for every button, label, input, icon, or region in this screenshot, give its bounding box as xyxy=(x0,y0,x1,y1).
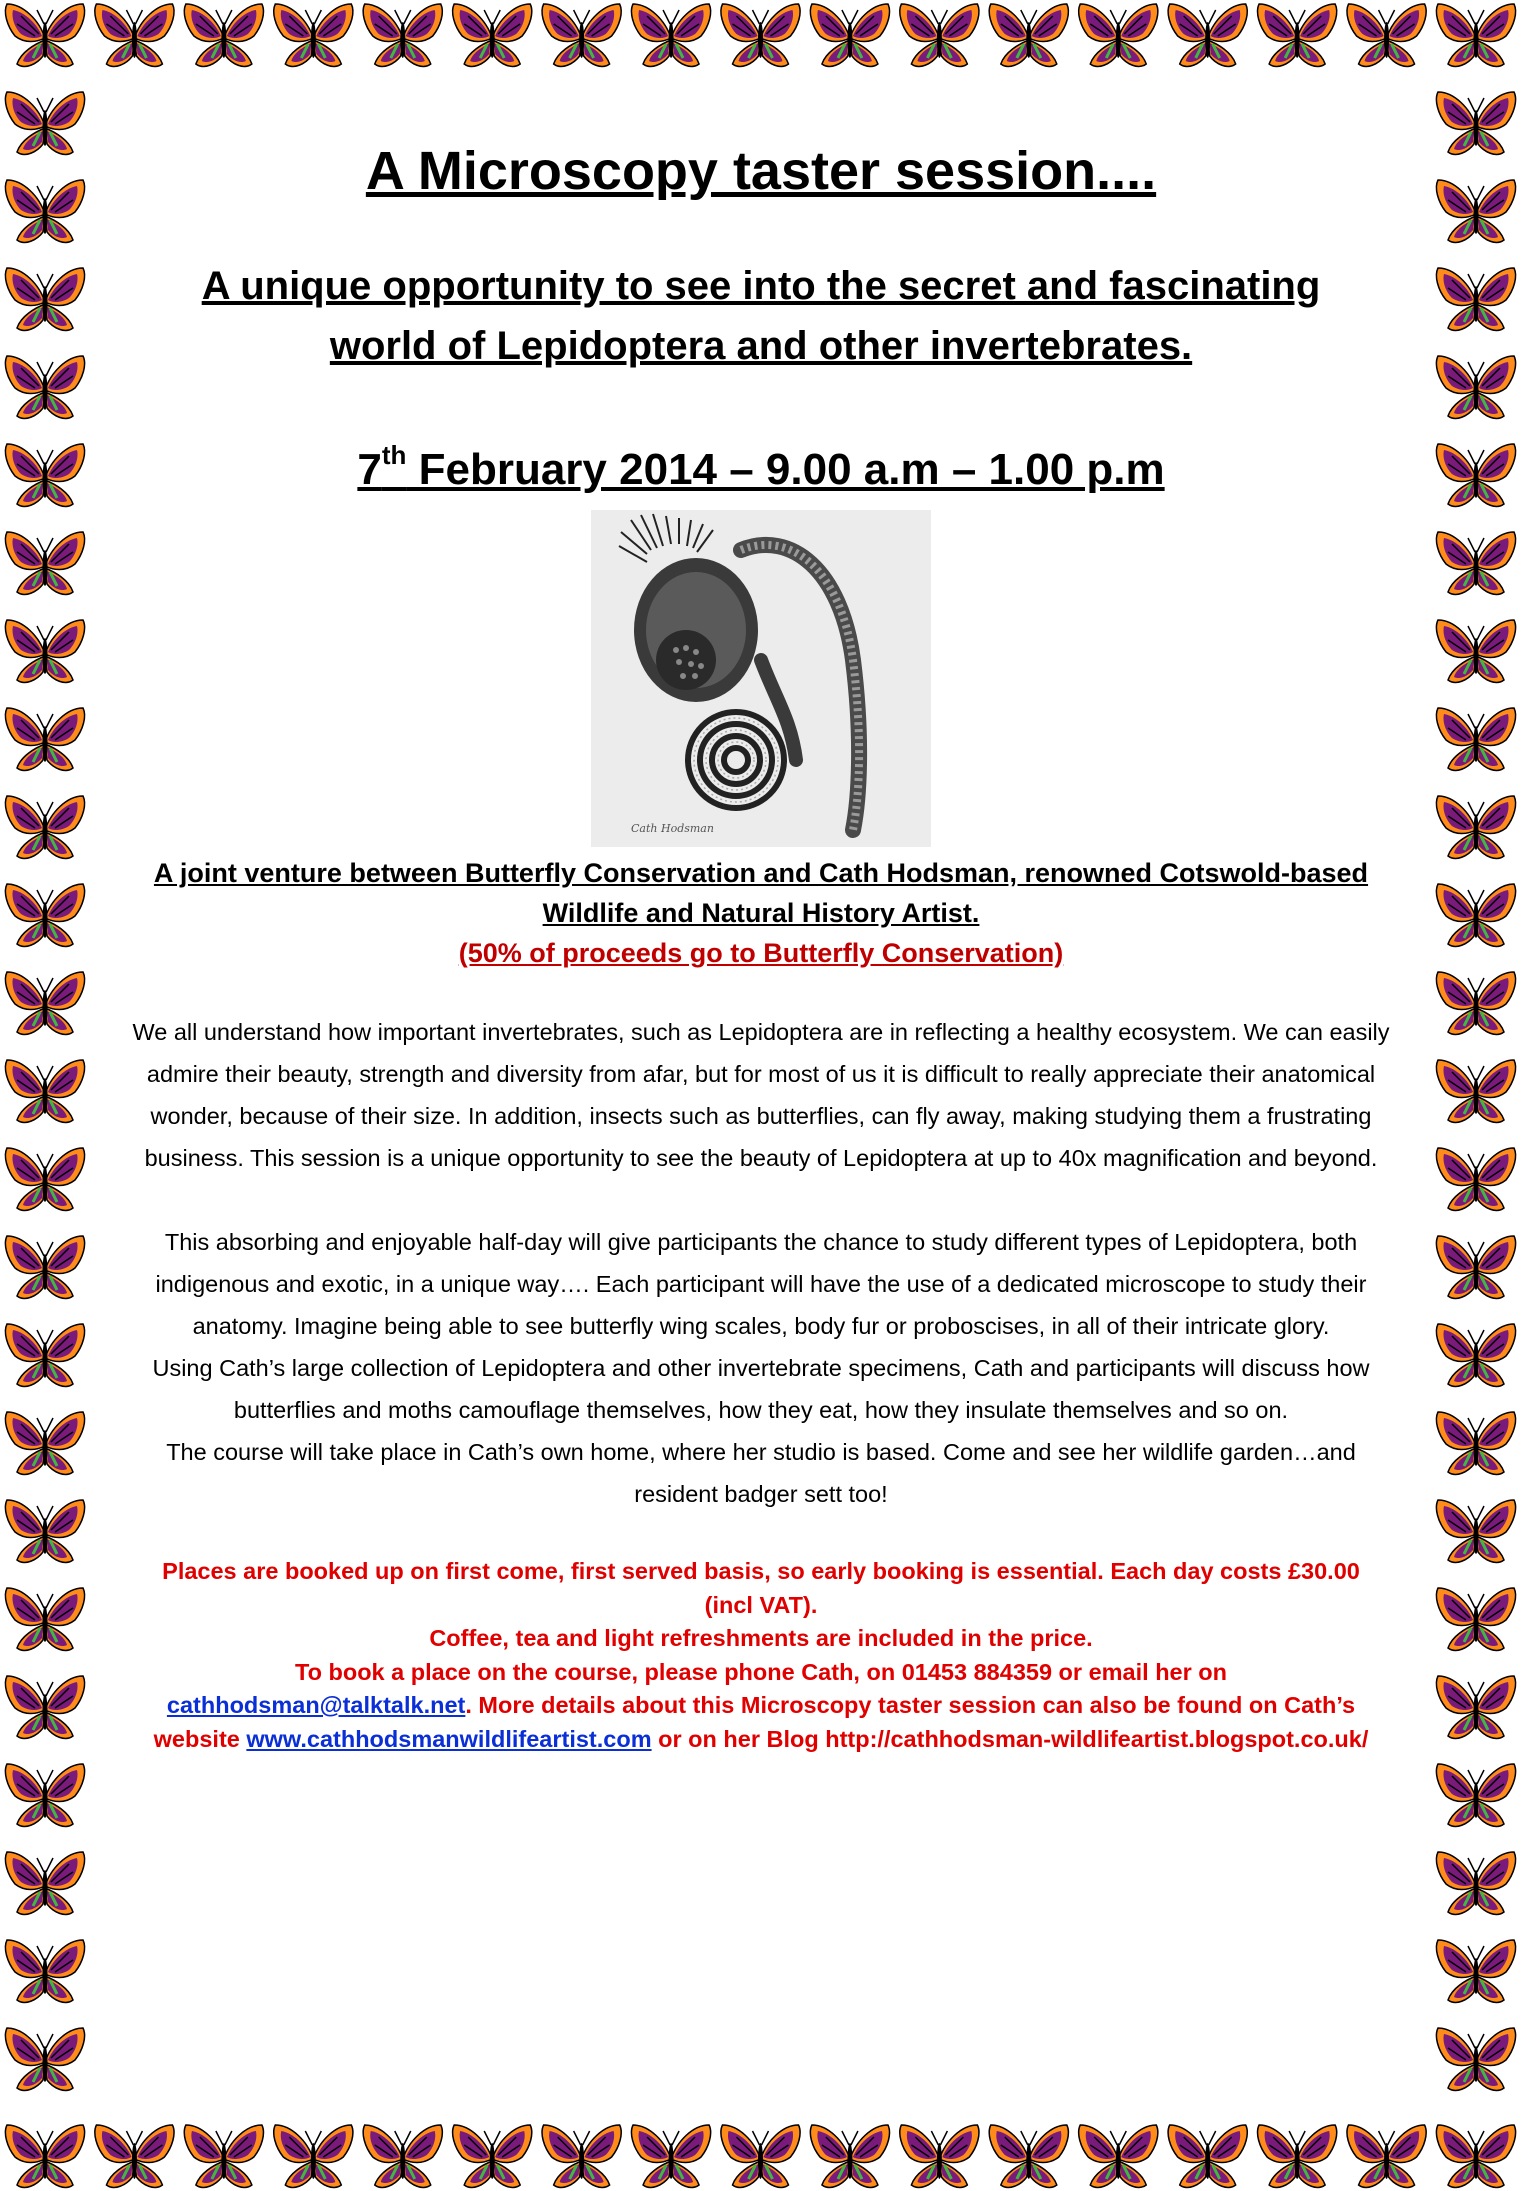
butterfly-icon xyxy=(1168,4,1247,66)
date-day: 7 xyxy=(357,445,382,494)
butterfly-icon xyxy=(5,1676,84,1738)
butterfly-icon xyxy=(5,1500,84,1562)
paragraph-half-day: This absorbing and enjoyable half-day will give participants the chance to study different types of Lepidoptera, both indigenous and exotic, in a unique way…. Each participant will have the use of a dedicated microscope to study their anatomy. Imagine being able to see butterfly wing scales, body fur or proboscises, in all of their intricate glory. xyxy=(155,1229,1367,1339)
butterfly-icon xyxy=(1436,444,1515,506)
description xyxy=(130,1011,1392,1515)
butterfly-icon xyxy=(1436,1148,1515,1210)
butterfly-icon xyxy=(1258,2125,1337,2187)
butterfly-icon xyxy=(900,2125,979,2187)
butterfly-icon xyxy=(274,4,353,66)
butterfly-icon xyxy=(721,4,800,66)
butterfly-icon xyxy=(5,356,84,418)
butterfly-icon xyxy=(1079,2125,1158,2187)
booking-contact-pre: To book a place on the course, please phone Cath, on 01453 884359 or email her on xyxy=(294,1658,1228,1685)
butterfly-icon xyxy=(5,1940,84,2002)
butterfly-icon xyxy=(1436,268,1515,330)
butterfly-icon xyxy=(810,4,889,66)
butterfly-icon xyxy=(631,4,710,66)
butterfly-icon xyxy=(1436,1060,1515,1122)
butterfly-icon xyxy=(989,4,1068,66)
butterfly-icon xyxy=(1258,4,1337,66)
butterfly-icon xyxy=(5,1412,84,1474)
proceeds-note: (50% of proceeds go to Butterfly Conservation) xyxy=(458,938,1064,968)
proboscis-illustration xyxy=(591,510,931,847)
paragraph-location: The course will take place in Cath’s own home, where her studio is based. Come and see her wildlife garden…and resident badger sett too! xyxy=(166,1439,1356,1507)
butterfly-icon xyxy=(989,2125,1068,2187)
butterfly-icon xyxy=(1436,1852,1515,1914)
butterfly-icon xyxy=(5,796,84,858)
butterfly-icon xyxy=(1436,180,1515,242)
butterfly-icon xyxy=(1436,1940,1515,2002)
butterfly-icon xyxy=(542,2125,621,2187)
paragraph-intro: We all understand how important invertebrates, such as Lepidoptera are in reflecting a healthy ecosystem. We can easily admire their beauty, strength and diversity from afar, but for most of us it is difficult to really appreciate their anatomical wonder, because of their size. In addition, insects such as butterflies, can fly away, making studying them a frustrating business. This session is a unique opportunity to see the beauty of Lepidoptera at up to 40x magnification and beyond. xyxy=(132,1019,1390,1171)
butterfly-icon xyxy=(1436,1676,1515,1738)
butterfly-icon xyxy=(5,92,84,154)
butterfly-icon xyxy=(810,2125,889,2187)
email-link[interactable]: cathhodsman@talktalk.net xyxy=(166,1692,466,1718)
joint-venture-text: A joint venture between Butterfly Conservation and Cath Hodsman, renowned Cotswold-based Wildlife and Natural History Artist. xyxy=(153,858,1369,928)
butterfly-icon xyxy=(95,2125,174,2187)
butterfly-icon xyxy=(363,4,442,66)
page-title: A Microscopy taster session.... xyxy=(365,141,1157,201)
butterfly-icon xyxy=(1436,1764,1515,1826)
butterfly-icon xyxy=(1079,4,1158,66)
butterfly-icon xyxy=(1436,796,1515,858)
butterfly-icon xyxy=(1436,1500,1515,1562)
booking-info xyxy=(150,1555,1372,1756)
butterfly-icon xyxy=(1436,2125,1515,2187)
booking-contact-mid: . More details about this Microscopy taster session can also be found on Cath’s website xyxy=(153,1692,1356,1752)
butterfly-icon xyxy=(453,4,532,66)
event-date xyxy=(130,442,1392,498)
butterfly-icon xyxy=(1436,972,1515,1034)
butterfly-icon xyxy=(1436,884,1515,946)
butterfly-icon xyxy=(363,2125,442,2187)
website-link[interactable]: www.cathhodsmanwildlifeartist.com xyxy=(246,1725,652,1752)
butterfly-icon xyxy=(274,2125,353,2187)
paragraph-collection: Using Cath’s large collection of Lepidoptera and other invertebrate specimens, Cath and participants will discuss how butterflies and moths camouflage themselves, how they eat, how they insulate themselves and so on. xyxy=(152,1355,1370,1423)
butterfly-icon xyxy=(1436,1236,1515,1298)
butterfly-icon xyxy=(5,2125,84,2187)
butterfly-icon xyxy=(5,4,84,66)
butterfly-icon xyxy=(1436,92,1515,154)
booking-contact-post: or on her Blog http://cathhodsman-wildlifeartist.blogspot.co.uk/ xyxy=(651,1725,1369,1752)
butterfly-icon xyxy=(900,4,979,66)
butterfly-icon xyxy=(1436,2028,1515,2090)
butterfly-icon xyxy=(184,4,263,66)
butterfly-icon xyxy=(5,972,84,1034)
butterfly-icon xyxy=(1168,2125,1247,2187)
butterfly-icon xyxy=(5,1148,84,1210)
butterfly-icon xyxy=(5,1060,84,1122)
butterfly-icon xyxy=(5,1588,84,1650)
butterfly-icon xyxy=(184,2125,263,2187)
booking-price: Places are booked up on first come, first served basis, so early booking is essential. Each day costs £30.00 (incl VAT). xyxy=(162,1558,1360,1618)
butterfly-icon xyxy=(5,1764,84,1826)
butterfly-icon xyxy=(5,268,84,330)
butterfly-icon xyxy=(542,4,621,66)
butterfly-icon xyxy=(1347,4,1426,66)
butterfly-icon xyxy=(5,1852,84,1914)
butterfly-icon xyxy=(453,2125,532,2187)
butterfly-icon xyxy=(5,708,84,770)
flyer-content xyxy=(130,120,1392,1756)
butterfly-icon xyxy=(5,532,84,594)
artist-signature: Cath Hodsman xyxy=(631,822,714,835)
butterfly-icon xyxy=(1436,532,1515,594)
date-suffix: th xyxy=(381,440,407,470)
butterfly-icon xyxy=(5,180,84,242)
butterfly-icon xyxy=(5,444,84,506)
butterfly-icon xyxy=(95,4,174,66)
booking-refreshments: Coffee, tea and light refreshments are included in the price. xyxy=(429,1625,1093,1651)
butterfly-icon xyxy=(1436,4,1515,66)
butterfly-icon xyxy=(5,1324,84,1386)
subtitle: A unique opportunity to see into the secret and fascinating world of Lepidoptera and other invertebrates. xyxy=(201,264,1321,368)
butterfly-icon xyxy=(1436,1324,1515,1386)
butterfly-icon xyxy=(1436,620,1515,682)
butterfly-icon xyxy=(631,2125,710,2187)
butterfly-icon xyxy=(5,884,84,946)
date-rest: February 2014 – 9.00 a.m – 1.00 p.m xyxy=(406,445,1165,494)
butterfly-icon xyxy=(5,1236,84,1298)
butterfly-icon xyxy=(1436,1412,1515,1474)
butterfly-icon xyxy=(5,2028,84,2090)
booking-contact xyxy=(150,1656,1372,1757)
butterfly-icon xyxy=(1436,356,1515,418)
butterfly-icon xyxy=(1347,2125,1426,2187)
butterfly-icon xyxy=(1436,708,1515,770)
butterfly-icon xyxy=(721,2125,800,2187)
butterfly-icon xyxy=(5,620,84,682)
butterfly-icon xyxy=(1436,1588,1515,1650)
